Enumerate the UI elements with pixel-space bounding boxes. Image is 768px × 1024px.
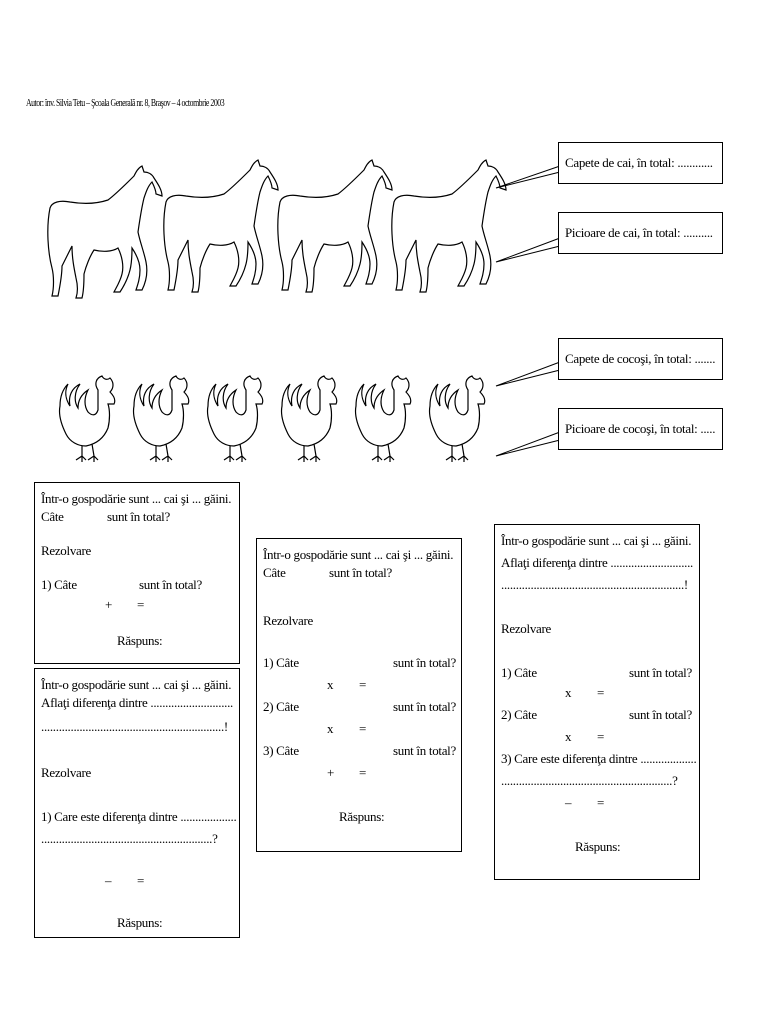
- horse-icon-1: [48, 166, 162, 298]
- box4-step3: 3) Care este diferenţa dintre ...................: [501, 751, 697, 766]
- box3-step2-operator: x: [327, 721, 334, 736]
- box4-step3-equals: =: [597, 795, 605, 810]
- horse-icon-3: [278, 160, 392, 292]
- box2-operator: –: [105, 873, 112, 888]
- box2-rezolvare-heading: Rezolvare: [41, 765, 91, 780]
- box4-step1-start: 1) Câte: [501, 665, 537, 680]
- box1-answer: Răspuns:: [117, 633, 163, 648]
- box1-question-end: sunt în total?: [107, 509, 170, 524]
- box1-statement: Într-o gospodărie sunt ... cai şi ... găini.: [41, 491, 232, 506]
- box3-answer: Răspuns:: [339, 809, 385, 824]
- box1-equals: =: [137, 597, 145, 612]
- box4-step1-operator: x: [565, 685, 572, 700]
- horse-icon-2: [164, 160, 278, 292]
- rooster-icon-1: [59, 376, 114, 462]
- rooster-icon-5: [355, 376, 410, 462]
- box2-answer: Răspuns:: [117, 915, 163, 930]
- box3-step2-end: sunt în total?: [393, 699, 456, 714]
- rooster-icon-6: [429, 376, 484, 462]
- author-line: Autor: înv. Silvia Tetu – Şcoala Generală nr. 8, Braşov – 4 octombrie 2003: [26, 98, 225, 109]
- box3-step3-equals: =: [359, 765, 367, 780]
- box4-statement: Într-o gospodărie sunt ... cai şi ... găini.: [501, 533, 692, 548]
- box2-statement: Într-o gospodărie sunt ... cai şi ... găini.: [41, 677, 232, 692]
- box1-step1-start: 1) Câte: [41, 577, 77, 592]
- box3-question-start: Câte: [263, 565, 286, 580]
- exercise-box-1: [34, 482, 240, 664]
- box4-task: Aflaţi diferenţa dintre ............................: [501, 555, 693, 570]
- box2-step1-continued: ..........................................................?: [41, 831, 218, 846]
- box4-step1-end: sunt în total?: [629, 665, 692, 680]
- callout-rooster-heads: Capete de cocoşi, în total: .......: [558, 338, 723, 380]
- box4-answer: Răspuns:: [575, 839, 621, 854]
- box4-step1-equals: =: [597, 685, 605, 700]
- exercise-box-2: [34, 668, 240, 938]
- exercise-box-3: [256, 538, 462, 852]
- box3-step3-start: 3) Câte: [263, 743, 299, 758]
- box2-task-continued: ..............................................................!: [41, 719, 228, 734]
- box4-step2-start: 2) Câte: [501, 707, 537, 722]
- box3-step2-start: 2) Câte: [263, 699, 299, 714]
- callout-rooster-legs: Picioare de cocoşi, în total: .....: [558, 408, 723, 450]
- rooster-icon-4: [281, 376, 336, 462]
- callout-horse-heads: Capete de cai, în total: ............: [558, 142, 723, 184]
- box3-step2-equals: =: [359, 721, 367, 736]
- box3-step1-end: sunt în total?: [393, 655, 456, 670]
- box3-step1-operator: x: [327, 677, 334, 692]
- horse-row: [48, 160, 506, 298]
- box1-step1-end: sunt în total?: [139, 577, 202, 592]
- box3-step3-operator: +: [327, 765, 335, 780]
- box1-operator: +: [105, 597, 113, 612]
- exercise-box-4: [494, 524, 700, 880]
- rooster-icon-3: [207, 376, 262, 462]
- box3-statement: Într-o gospodărie sunt ... cai şi ... găini.: [263, 547, 454, 562]
- box2-equals: =: [137, 873, 145, 888]
- horse-icon-4: [392, 160, 506, 292]
- box1-rezolvare-heading: Rezolvare: [41, 543, 91, 558]
- box4-rezolvare-heading: Rezolvare: [501, 621, 551, 636]
- box3-question-end: sunt în total?: [329, 565, 392, 580]
- box3-step1-start: 1) Câte: [263, 655, 299, 670]
- box3-rezolvare-heading: Rezolvare: [263, 613, 313, 628]
- callout-horse-legs: Picioare de cai, în total: ..........: [558, 212, 723, 254]
- rooster-icon-2: [133, 376, 188, 462]
- box4-step3-operator: –: [565, 795, 572, 810]
- rooster-row: [59, 376, 484, 462]
- box3-step3-end: sunt în total?: [393, 743, 456, 758]
- box2-step1: 1) Care este diferenţa dintre ...................: [41, 809, 237, 824]
- box2-task: Aflaţi diferenţa dintre ............................: [41, 695, 233, 710]
- box4-step2-operator: x: [565, 729, 572, 744]
- box4-task-continued: ..............................................................!: [501, 577, 688, 592]
- box3-step1-equals: =: [359, 677, 367, 692]
- box4-step3-continued: ..........................................................?: [501, 773, 678, 788]
- box4-step2-end: sunt în total?: [629, 707, 692, 722]
- box1-question-start: Câte: [41, 509, 64, 524]
- box4-step2-equals: =: [597, 729, 605, 744]
